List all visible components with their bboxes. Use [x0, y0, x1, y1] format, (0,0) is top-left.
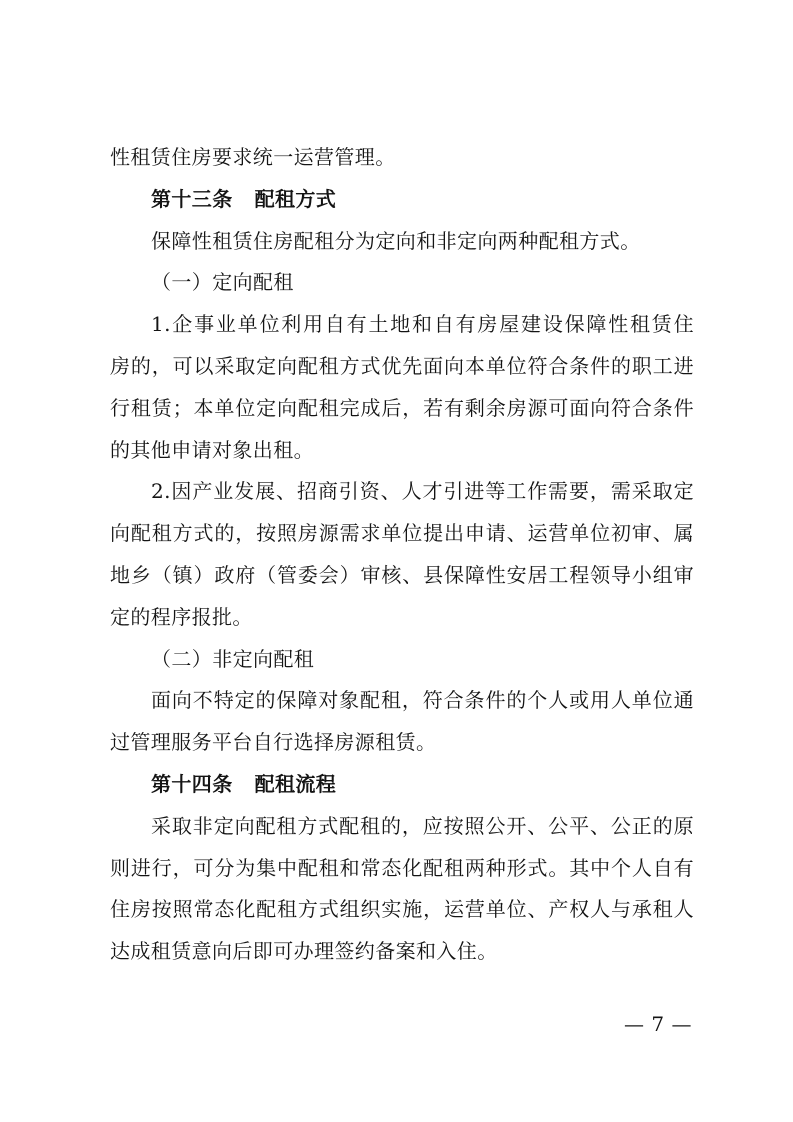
paragraph-line: 住房按照常态化配租方式组织实施，运营单位、产权人与承租人: [110, 897, 694, 922]
section-2-heading: [110, 639, 694, 681]
paragraph-line: 行租赁；本单位定向配租完成后，若有剩余房源可面向符合条件: [110, 395, 694, 420]
paragraph-line: 达成租赁意向后即可办理签约备案和入住。: [110, 939, 498, 964]
article-14-heading: [110, 764, 694, 806]
section-1-heading: [110, 262, 694, 304]
paragraph-line: 定的程序报批。: [110, 604, 253, 629]
section-heading: （一）定向配租: [151, 270, 294, 295]
page-number: — 7 —: [624, 1012, 692, 1036]
paragraph-line: 房的，可以采取定向配租方式优先面向本单位符合条件的职工进: [110, 353, 694, 378]
article-13-heading: [110, 179, 694, 221]
paragraph-line: 性租赁住房要求统一运营管理。: [110, 145, 396, 169]
section-heading: （二）非定向配租: [151, 646, 315, 671]
paragraph-line: 采取非定向配租方式配租的，应按照公开、公平、公正的原: [151, 813, 694, 838]
paragraph-line: 面向不特定的保障对象配租，符合条件的个人或用人单位通: [151, 688, 694, 713]
paragraph-line: 的其他申请对象出租。: [110, 437, 314, 462]
section-2-paragraph: [110, 680, 694, 764]
document-body: [110, 137, 694, 973]
paragraph-line: 1.企事业单位利用自有土地和自有房屋建设保障性租赁住: [151, 312, 694, 337]
paragraph-continuation: [110, 137, 694, 179]
article-number: 第十四条: [151, 771, 233, 796]
paragraph-line: 地乡（镇）政府（管委会）审核、县保障性安居工程领导小组审: [110, 562, 694, 587]
item-1-paragraph: [110, 304, 694, 471]
article-14-paragraph: [110, 806, 694, 973]
paragraph-line: 向配租方式的，按照房源需求单位提出申请、运营单位初审、属: [110, 521, 694, 546]
article-title: 配租方式: [254, 186, 337, 211]
article-title: 配租流程: [254, 771, 337, 796]
paragraph-line: 保障性租赁住房配租分为定向和非定向两种配租方式。: [151, 228, 641, 253]
heading-line: [110, 764, 694, 806]
article-number: 第十三条: [151, 186, 233, 211]
paragraph-line: 2.因产业发展、招商引资、人才引进等工作需要，需采取定: [151, 479, 694, 504]
item-2-paragraph: [110, 471, 694, 638]
heading-line: [110, 179, 694, 221]
paragraph-line: 则进行，可分为集中配租和常态化配租两种形式。其中个人自有: [110, 855, 694, 880]
paragraph-line: 过管理服务平台自行选择房源租赁。: [110, 730, 437, 755]
article-13-intro: [110, 221, 694, 263]
